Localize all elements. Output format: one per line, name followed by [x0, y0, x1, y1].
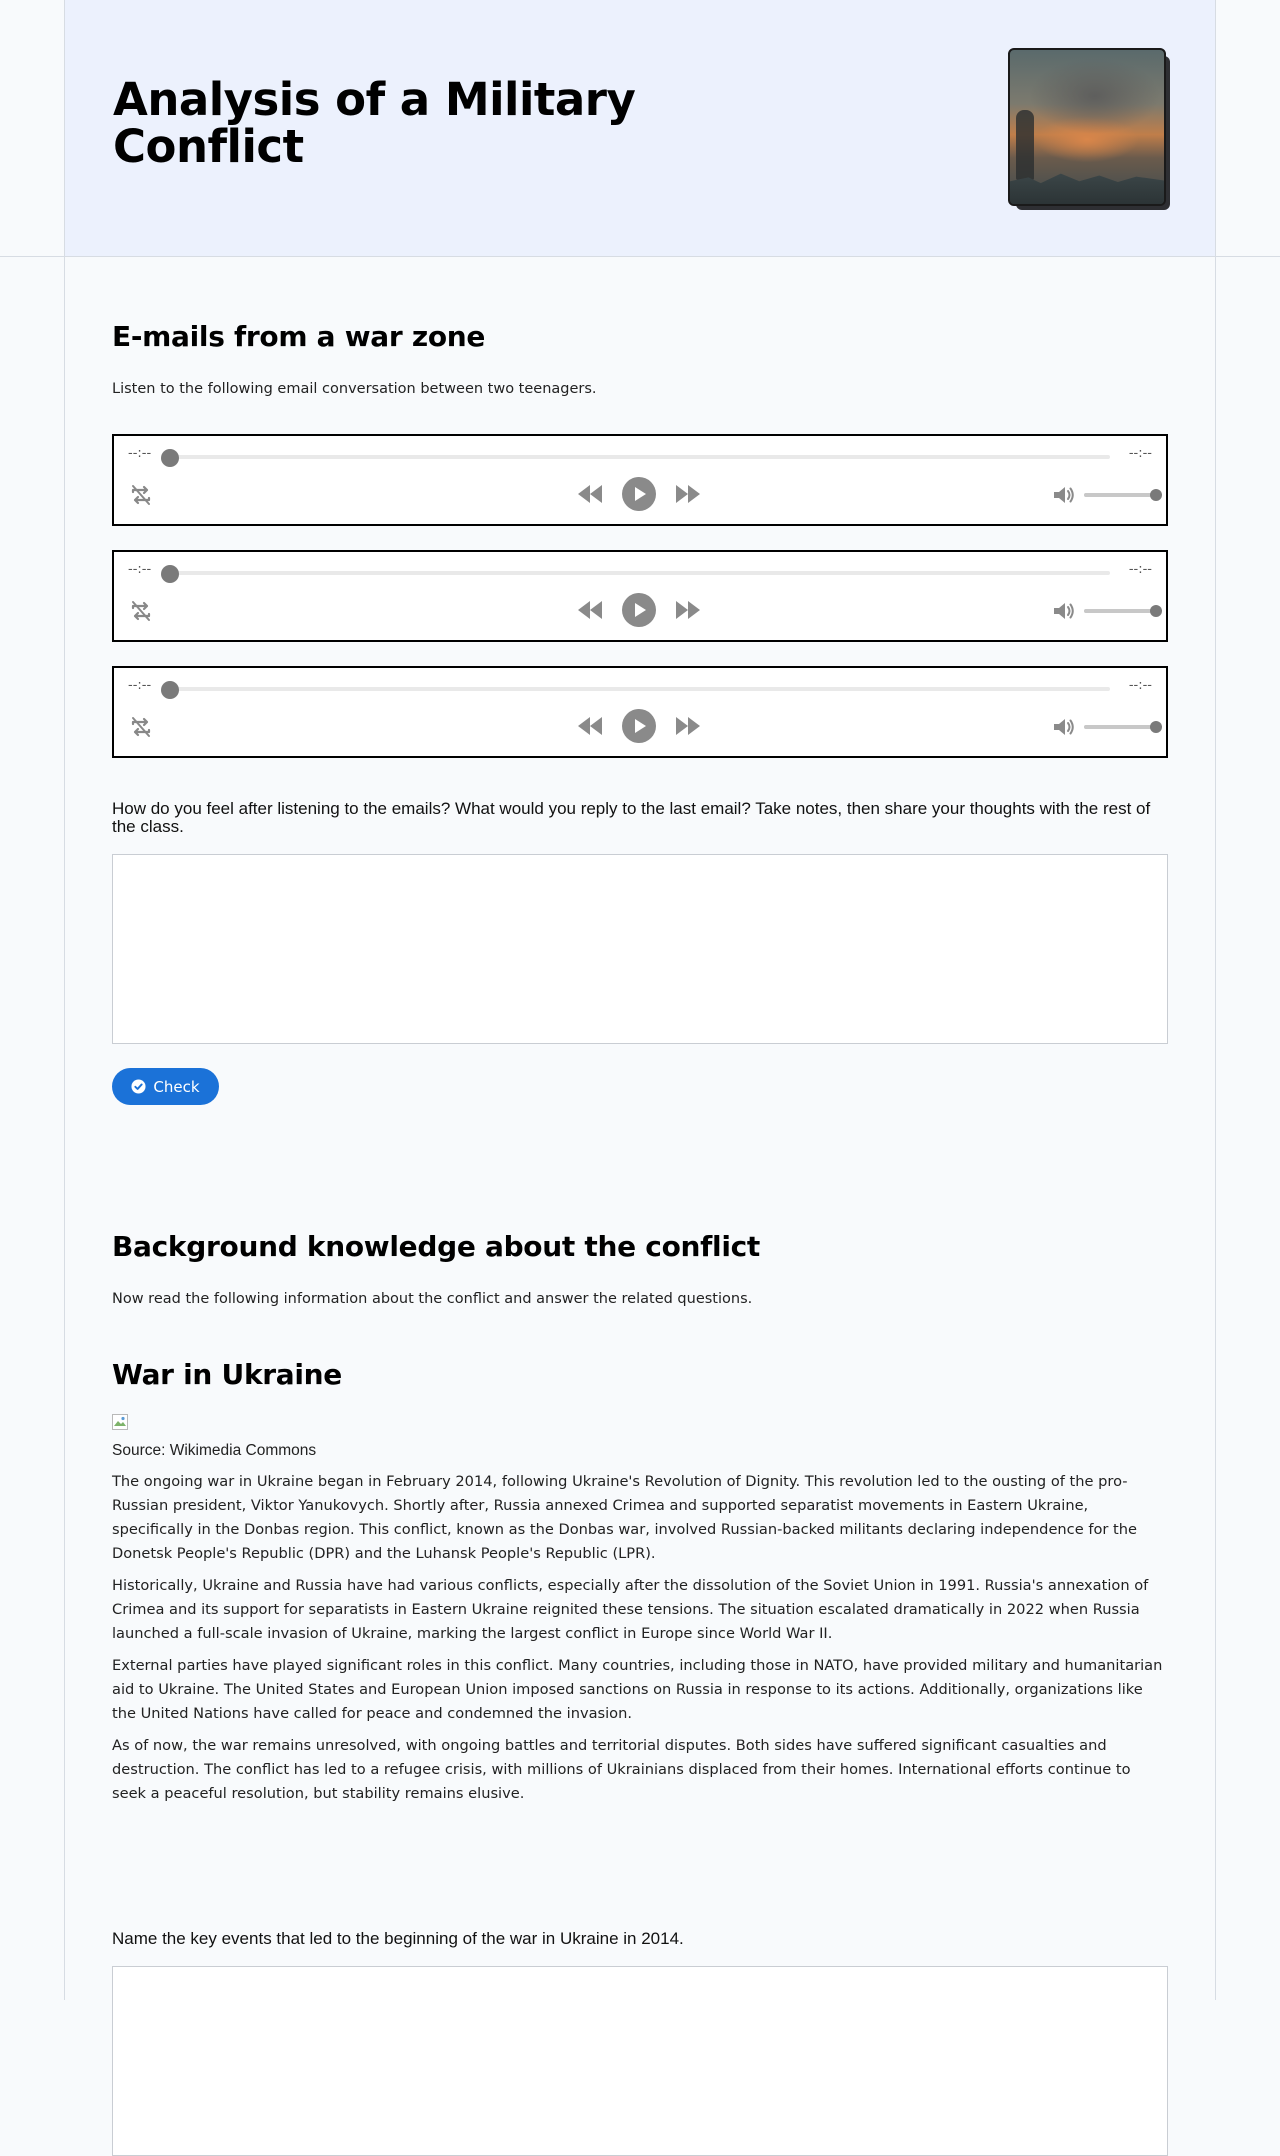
emails-intro: Listen to the following email conversation between two teenagers. [112, 381, 597, 397]
volume-fill [1084, 609, 1156, 613]
image-source: Source: Wikimedia Commons [112, 1442, 317, 1459]
progress-bar[interactable] [170, 571, 1110, 575]
volume-slider[interactable] [1084, 725, 1156, 729]
article-body [112, 1470, 1168, 1814]
rewind-icon[interactable] [575, 482, 605, 506]
audio-player[interactable] [112, 434, 1168, 526]
question-2: Name the key events that led to the beginning of the war in Ukraine in 2014. [112, 1929, 684, 1948]
volume-icon[interactable] [1052, 600, 1076, 622]
audio-player[interactable] [112, 550, 1168, 642]
background-intro: Now read the following information about the conflict and answer the related questions. [112, 1291, 753, 1307]
volume-icon[interactable] [1052, 484, 1076, 506]
volume-slider[interactable] [1084, 493, 1156, 497]
fast-forward-icon[interactable] [673, 598, 703, 622]
header [64, 0, 1216, 256]
emails-question: How do you feel after listening to the emails? What would you reply to the last email? Take notes, then share your thoughts with the rest of the class. [112, 799, 1151, 836]
volume-icon[interactable] [1052, 716, 1076, 738]
rewind-icon[interactable] [575, 714, 605, 738]
playback-controls [575, 592, 705, 628]
rewind-icon[interactable] [575, 598, 605, 622]
play-icon[interactable] [621, 708, 657, 744]
question-2-answer-field[interactable] [112, 1966, 1168, 2156]
volume-knob[interactable] [1150, 721, 1162, 733]
play-icon[interactable] [621, 476, 657, 512]
article-heading: War in Ukraine [112, 1358, 342, 1391]
background-heading: Background knowledge about the conflict [112, 1230, 760, 1263]
check-button[interactable] [112, 1068, 219, 1105]
article-paragraph: External parties have played significant roles in this conflict. Many countries, including those in NATO, have provided military and humanitarian aid to Ukraine. The United States and European Union imposed sanctions on Russia in response to its actions. Additionally, organizations like the United Nations have called for peace and condemned the invasion. [112, 1657, 1163, 1722]
repeat-icon[interactable] [128, 482, 154, 508]
volume-knob[interactable] [1150, 489, 1162, 501]
fast-forward-icon[interactable] [673, 714, 703, 738]
progress-bar[interactable] [170, 455, 1110, 459]
progress-knob[interactable] [161, 681, 179, 699]
emails-heading: E-mails from a war zone [112, 320, 486, 353]
playback-controls [575, 476, 705, 512]
volume-knob[interactable] [1150, 605, 1162, 617]
playback-controls [575, 708, 705, 744]
broken-image-icon [112, 1414, 128, 1430]
article-paragraph: As of now, the war remains unresolved, with ongoing battles and territorial disputes. Both sides have suffered significant casualties and destruction. The conflict has led to a refugee crisis, with millions of Ukrainians displaced from their homes. International efforts continue to seek a peaceful resolution, but stability remains elusive. [112, 1737, 1131, 1802]
article-paragraph: Historically, Ukraine and Russia have had various conflicts, especially after the dissolution of the Soviet Union in 1991. Russia's annexation of Crimea and its support for separatists in Eastern Ukraine reignited these tensions. The situation escalated dramatically in 2022 when Russia launched a full-scale invasion of Ukraine, marking the largest conflict in Europe since World War II. [112, 1577, 1149, 1642]
article-paragraph: The ongoing war in Ukraine began in February 2014, following Ukraine's Revolution of Dignity. This revolution led to the ousting of the pro-Russian president, Viktor Yanukovych. Shortly after, Russia annexed Crimea and supported separatist movements in Eastern Ukraine, specifically in the Donbas region. This conflict, known as the Donbas war, involved Russian-backed militants declaring independence for the Donetsk People's Republic (DPR) and the Luhansk People's Republic (LPR). [112, 1473, 1137, 1562]
audio-player[interactable] [112, 666, 1168, 758]
current-time: --:-- [128, 562, 152, 577]
total-time: --:-- [1128, 446, 1152, 461]
volume-fill [1084, 725, 1156, 729]
total-time: --:-- [1128, 678, 1152, 693]
repeat-icon[interactable] [128, 714, 154, 740]
current-time: --:-- [128, 678, 152, 693]
soldier-silhouette [1016, 110, 1034, 180]
fast-forward-icon[interactable] [673, 482, 703, 506]
play-icon[interactable] [621, 592, 657, 628]
check-circle-icon [131, 1079, 146, 1094]
total-time: --:-- [1128, 562, 1152, 577]
progress-bar[interactable] [170, 687, 1110, 691]
repeat-icon[interactable] [128, 598, 154, 624]
header-image-frame [1008, 48, 1170, 210]
war-scene-image [1008, 48, 1166, 206]
check-button-label: Check [153, 1077, 200, 1096]
volume-slider[interactable] [1084, 609, 1156, 613]
progress-knob[interactable] [161, 565, 179, 583]
emails-answer-field[interactable] [112, 854, 1168, 1044]
header-band [0, 0, 1280, 257]
volume-fill [1084, 493, 1156, 497]
progress-knob[interactable] [161, 449, 179, 467]
page-title: Analysis of a Military Conflict [113, 73, 636, 173]
current-time: --:-- [128, 446, 152, 461]
